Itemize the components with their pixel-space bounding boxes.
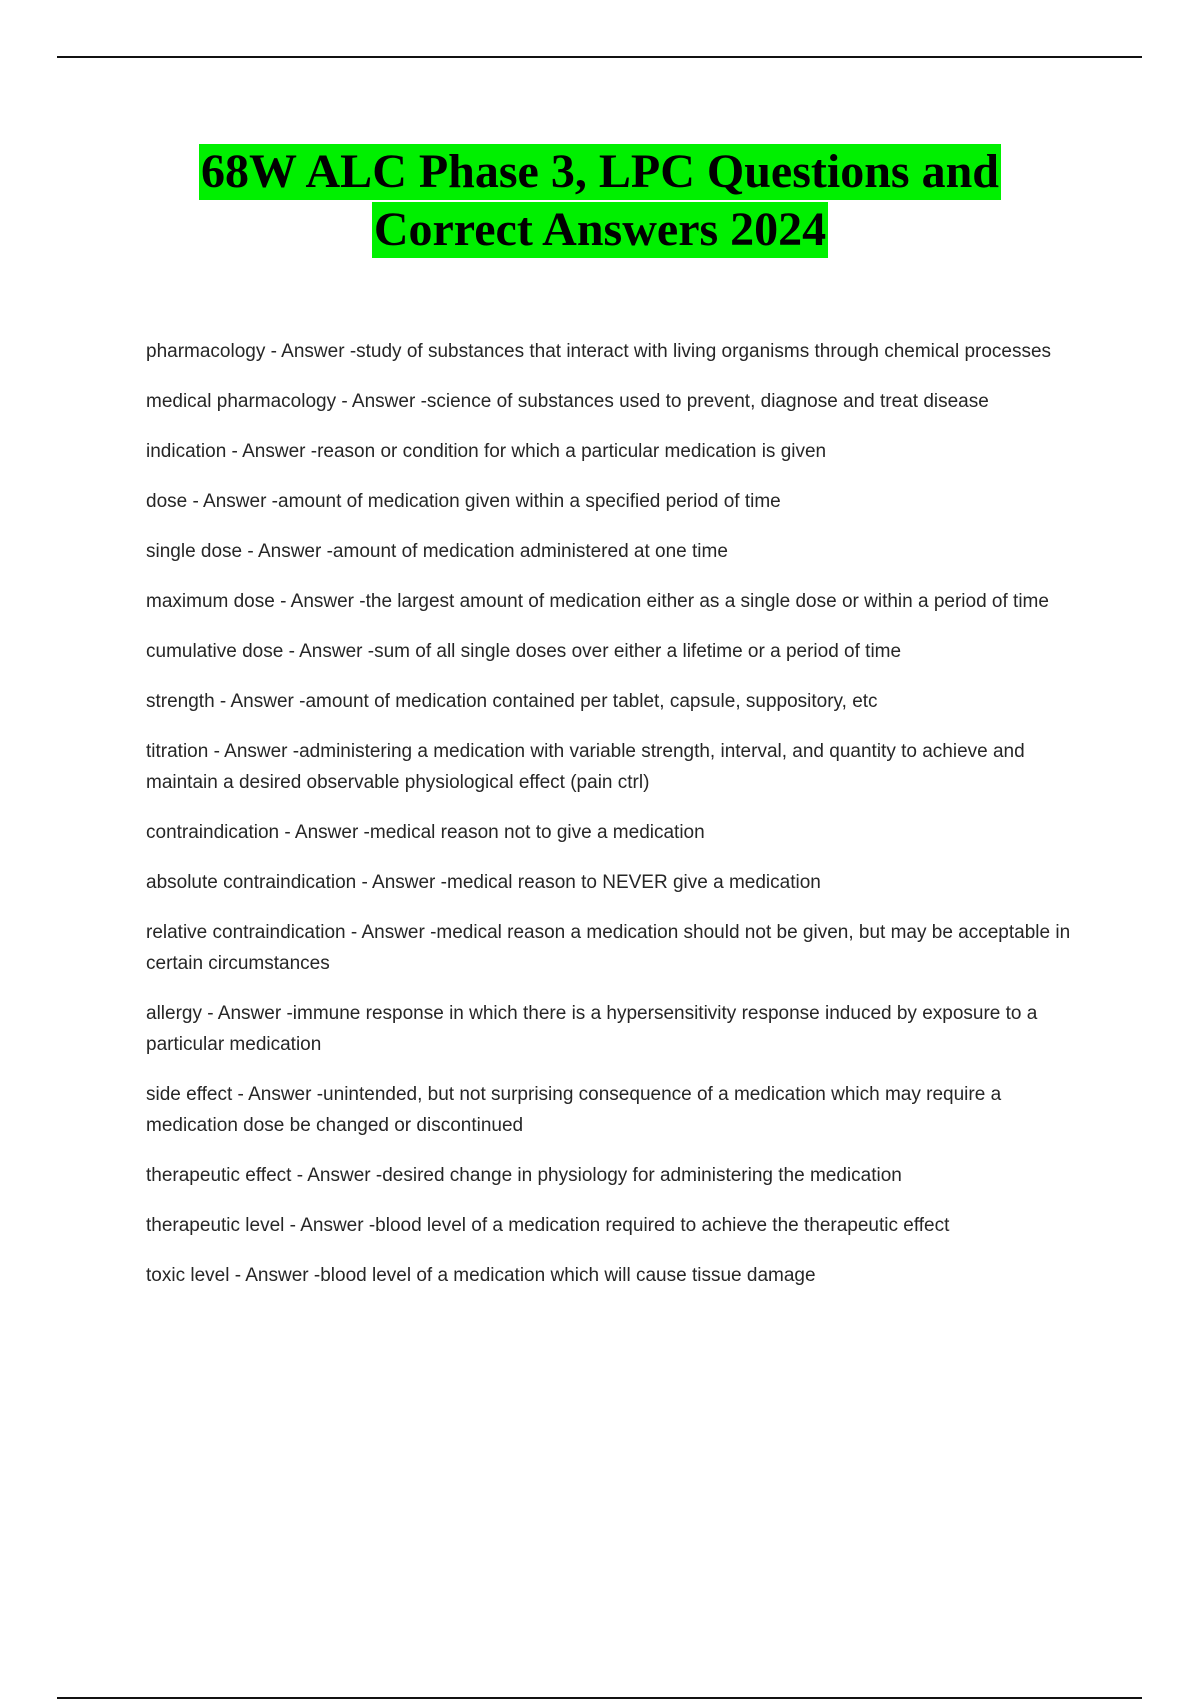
flashcard-entry: contraindication - Answer -medical reason not to give a medication (146, 822, 705, 843)
flashcard-entry: medical pharmacology - Answer -science of substances used to prevent, diagnose and treat disease (146, 391, 989, 412)
flashcard-entry: therapeutic effect - Answer -desired change in physiology for administering the medication (146, 1165, 902, 1186)
flashcard-entry: pharmacology - Answer -study of substances that interact with living organisms through chemical processes (146, 341, 1052, 362)
flashcard-entry: therapeutic level - Answer -blood level of a medication required to achieve the therapeutic effect (146, 1215, 950, 1236)
flashcard-entry: indication - Answer -reason or condition for which a particular medication is given (146, 441, 827, 462)
flashcard-entry: relative contraindication - Answer -medical reason a medication should not be given, but may be acceptable in certain circumstances (146, 922, 1071, 974)
document-title (0, 144, 1200, 260)
flashcard-entry: single dose - Answer -amount of medication administered at one time (146, 541, 728, 562)
flashcard-entry: titration - Answer -administering a medication with variable strength, interval, and quantity to achieve and maintain a desired observable physiological effect (pain ctrl) (146, 741, 1025, 793)
flashcard-entry: toxic level - Answer -blood level of a medication which will cause tissue damage (146, 1265, 816, 1286)
title-line-1: 68W ALC Phase 3, LPC Questions and (201, 145, 999, 198)
title-line-2: Correct Answers 2024 (373, 203, 827, 256)
header-divider (57, 56, 1142, 58)
flashcard-entry: cumulative dose - Answer -sum of all single doses over either a lifetime or a period of time (146, 641, 902, 662)
flashcard-entry: dose - Answer -amount of medication given within a specified period of time (146, 491, 781, 512)
flashcard-entry: maximum dose - Answer -the largest amount of medication either as a single dose or within a period of time (146, 591, 1049, 612)
flashcard-entry: side effect - Answer -unintended, but not surprising consequence of a medication which may require a medication dose be changed or discontinued (146, 1084, 1002, 1136)
flashcard-list (146, 336, 1086, 1310)
footer-divider (57, 1697, 1142, 1699)
flashcard-entry: allergy - Answer -immune response in which there is a hypersensitivity response induced by exposure to a particular medication (146, 1003, 1038, 1055)
flashcard-entry: absolute contraindication - Answer -medical reason to NEVER give a medication (146, 872, 821, 893)
flashcard-entry: strength - Answer -amount of medication contained per tablet, capsule, suppository, etc (146, 691, 878, 712)
